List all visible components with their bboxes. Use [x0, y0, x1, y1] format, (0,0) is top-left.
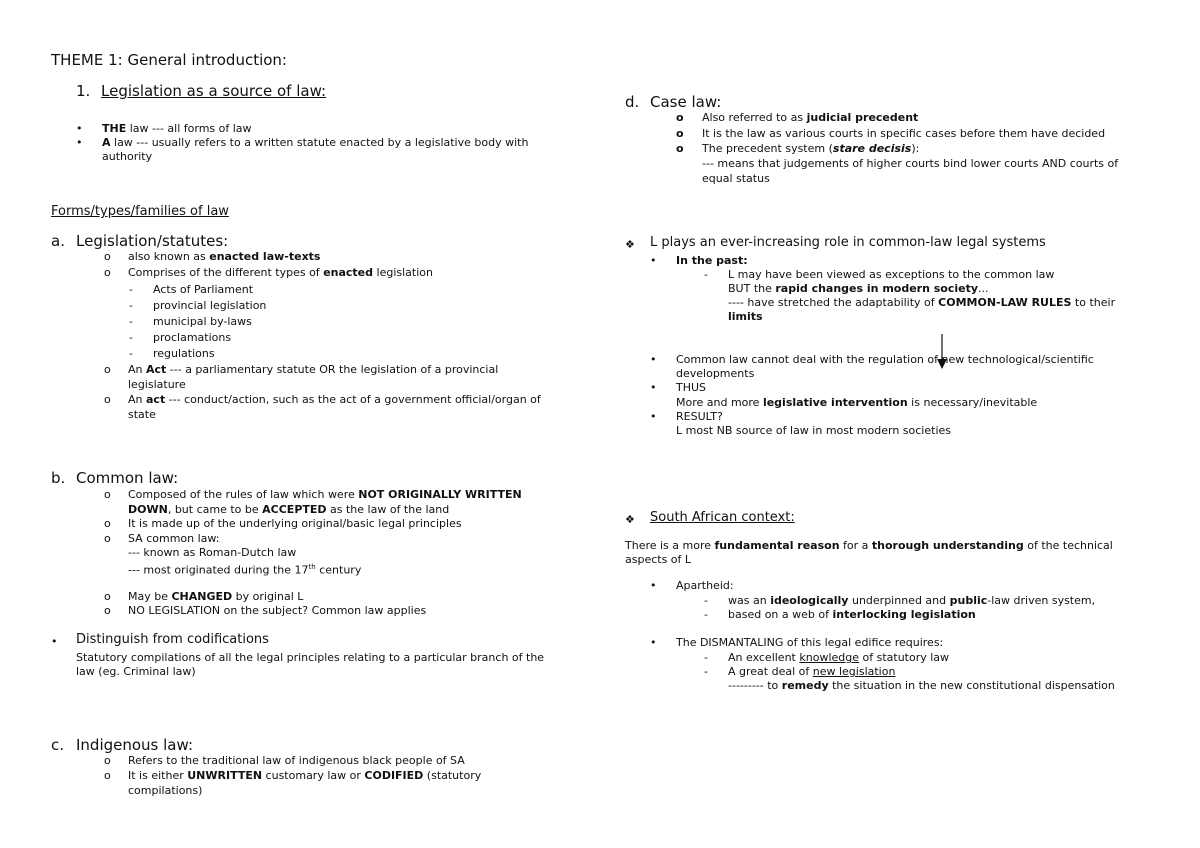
indigenous-item-cont: compilations) — [128, 784, 203, 797]
dash-marker: - — [704, 594, 708, 607]
common-law-heading: Common law: — [76, 469, 179, 487]
role-bullet-cont: L most NB source of law in most modern societies — [676, 424, 951, 437]
common-law-item: Composed of the rules of law which were NOT ORIGINALLY WRITTEN — [128, 488, 522, 501]
dash-item: municipal by-laws — [153, 315, 252, 328]
past-item: limits — [728, 310, 763, 323]
section1-title: Legislation as a source of law: — [101, 82, 327, 100]
role-bullet: THUS — [676, 381, 707, 394]
case-law-letter: d. — [625, 93, 640, 111]
common-law-item: SA common law: — [128, 532, 220, 545]
dismantle-item: An excellent knowledge of statutory law — [728, 651, 950, 664]
codification-text: law (eg. Criminal law) — [76, 665, 196, 678]
dismantle-item: A great deal of new legislation — [728, 665, 896, 678]
circle-marker: o — [104, 250, 111, 263]
legislation-item-cont: legislature — [128, 378, 186, 391]
legislation-heading: Legislation/statutes: — [76, 232, 229, 250]
codification-text: Statutory compilations of all the legal principles relating to a particular branch of the — [76, 651, 545, 664]
dismantle-item-cont: --------- to remedy the situation in the new constitutional dispensation — [728, 679, 1115, 692]
past-item: BUT the rapid changes in modern society... — [728, 282, 989, 295]
common-law-letter: b. — [51, 469, 66, 487]
diamond-marker: ❖ — [625, 238, 635, 251]
apartheid-label: Apartheid: — [676, 579, 734, 592]
past-item: ---- have stretched the adaptability of COMMON-LAW RULES to their — [728, 296, 1116, 309]
dash-marker: - — [129, 315, 133, 328]
circle-marker: o — [104, 363, 111, 376]
indigenous-heading: Indigenous law: — [76, 736, 194, 754]
circle-marker: o — [104, 532, 111, 545]
a-law-bullet-cont: authority — [102, 150, 153, 163]
dash-marker: - — [704, 268, 708, 281]
circle-marker: o — [104, 754, 111, 767]
common-law-item: It is made up of the underlying original/basic legal principles — [128, 517, 462, 530]
common-law-item-cont: DOWN, but came to be ACCEPTED as the law of the land — [128, 503, 450, 516]
role-bullet-cont: developments — [676, 367, 755, 380]
circle-marker: o — [104, 590, 111, 603]
circle-marker: o — [104, 517, 111, 530]
common-law-sub: --- known as Roman-Dutch law — [128, 546, 297, 559]
common-law-item: NO LEGISLATION on the subject? Common law applies — [128, 604, 427, 617]
case-law-sub: equal status — [702, 172, 770, 185]
section1-number: 1. — [76, 82, 91, 100]
dash-item: proclamations — [153, 331, 232, 344]
bullet-marker: • — [650, 381, 657, 394]
the-law-bullet: THE law --- all forms of law — [102, 122, 252, 135]
case-law-item: It is the law as various courts in specific cases before them have decided — [702, 127, 1106, 140]
case-law-item: The precedent system (stare decisis): — [702, 142, 920, 155]
dash-item: provincial legislation — [153, 299, 267, 312]
past-item: L may have been viewed as exceptions to the common law — [728, 268, 1055, 281]
circle-marker: o — [104, 769, 111, 782]
dash-marker: - — [704, 651, 708, 664]
legislation-item: An Act --- a parliamentary statute OR the legislation of a provincial — [128, 363, 499, 376]
circle-marker: o — [676, 111, 684, 124]
indigenous-item: It is either UNWRITTEN customary law or CODIFIED (statutory — [128, 769, 482, 782]
circle-marker: o — [104, 266, 111, 279]
diamond-marker: ❖ — [625, 513, 635, 526]
indigenous-letter: c. — [51, 736, 65, 754]
dash-marker: - — [129, 347, 133, 360]
role-title: L plays an ever-increasing role in common-law legal systems — [650, 235, 1046, 250]
dash-item: regulations — [153, 347, 215, 360]
bullet-marker: • — [76, 136, 83, 149]
legislation-item: also known as enacted law-texts — [128, 250, 321, 263]
codification-title: Distinguish from codifications — [76, 632, 269, 647]
sa-intro: There is a more fundamental reason for a thorough understanding of the technical — [625, 539, 1113, 552]
a-law-bullet: A law --- usually refers to a written statute enacted by a legislative body with — [102, 136, 529, 149]
case-law-sub: --- means that judgements of higher courts bind lower courts AND courts of — [702, 157, 1119, 170]
bullet-marker: • — [650, 636, 657, 649]
bullet-marker: • — [76, 122, 83, 135]
circle-marker: o — [676, 127, 684, 140]
dash-item: Acts of Parliament — [153, 283, 254, 296]
forms-heading: Forms/types/families of law — [51, 204, 229, 219]
indigenous-item: Refers to the traditional law of indigenous black people of SA — [128, 754, 465, 767]
dash-marker: - — [704, 665, 708, 678]
past-label: In the past: — [676, 254, 748, 267]
dash-marker: - — [129, 331, 133, 344]
apartheid-item: based on a web of interlocking legislation — [728, 608, 976, 621]
dash-marker: - — [704, 608, 708, 621]
circle-marker: o — [104, 604, 111, 617]
legislation-item-cont: state — [128, 408, 156, 421]
bullet-marker: • — [51, 635, 58, 648]
circle-marker: o — [104, 393, 111, 406]
legislation-letter: a. — [51, 232, 65, 250]
legislation-item: Comprises of the different types of enacted legislation — [128, 266, 433, 279]
dash-marker: - — [129, 283, 133, 296]
dismantle-label: The DISMANTALING of this legal edifice requires: — [676, 636, 944, 649]
common-law-item: May be CHANGED by original L — [128, 590, 304, 603]
theme-title: THEME 1: General introduction: — [51, 51, 287, 69]
bullet-marker: • — [650, 254, 657, 267]
case-law-heading: Case law: — [650, 93, 722, 111]
sa-intro-cont: aspects of L — [625, 553, 692, 566]
dash-marker: - — [129, 299, 133, 312]
role-bullet-cont: More and more legislative intervention is necessary/inevitable — [676, 396, 1038, 409]
common-law-sub: --- most originated during the 17th century — [128, 563, 362, 577]
bullet-marker: • — [650, 353, 657, 366]
apartheid-item: was an ideologically underpinned and public-law driven system, — [728, 594, 1096, 607]
case-law-item: Also referred to as judicial precedent — [702, 111, 919, 124]
role-bullet: RESULT? — [676, 410, 723, 423]
circle-marker: o — [676, 142, 684, 155]
bullet-marker: • — [650, 410, 657, 423]
circle-marker: o — [104, 488, 111, 501]
legislation-item: An act --- conduct/action, such as the act of a government official/organ of — [128, 393, 541, 406]
bullet-marker: • — [650, 579, 657, 592]
role-bullet: Common law cannot deal with the regulation of new technological/scientific — [676, 353, 1094, 366]
sa-title: South African context: — [650, 510, 795, 525]
